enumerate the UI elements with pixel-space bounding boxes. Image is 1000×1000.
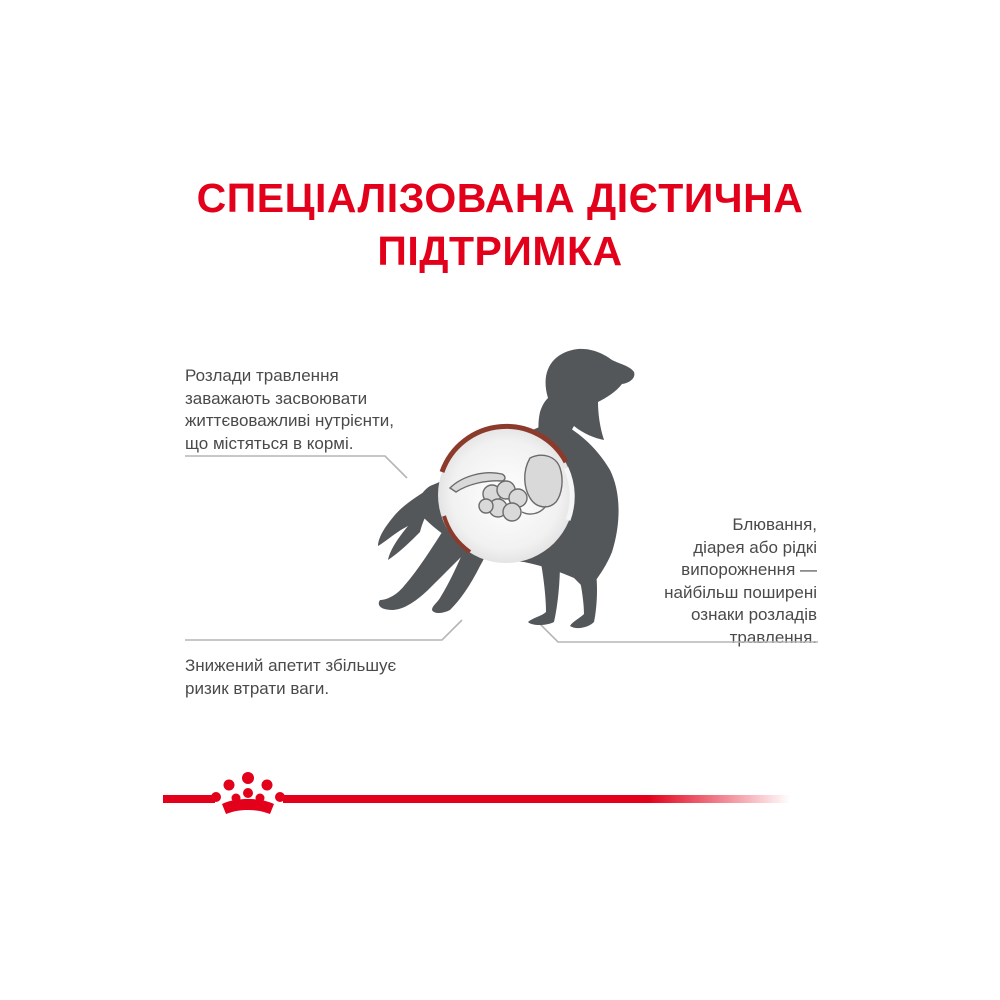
title-line-1: СПЕЦІАЛІЗОВАНА ДІЄТИЧНА [196,175,804,221]
connector-digestion [185,456,407,478]
callout-line: діарея або рідкі [693,537,817,557]
callout-line: травлення. [729,627,817,647]
callout-line: життєвоважливі нутрієнти, [185,411,394,430]
connector-appetite [185,620,462,640]
callout-line: ризик втрати ваги. [185,678,330,698]
callout-line: Блювання, [732,515,817,534]
callout-line: найбільш поширені [664,582,817,602]
callout-line: випорожнення — [681,560,817,579]
callout-line: Знижений апетит збільшує [185,656,397,675]
callout-line: Розлади травлення [185,366,339,385]
callout-line: ознаки розладів [691,605,817,624]
callout-line: що містяться в кормі. [185,433,354,453]
royal-crown-logo-icon [211,772,285,814]
title-line-2: ПІДТРИМКА [377,228,623,274]
callout-line: заважають засвоювати [185,388,368,408]
